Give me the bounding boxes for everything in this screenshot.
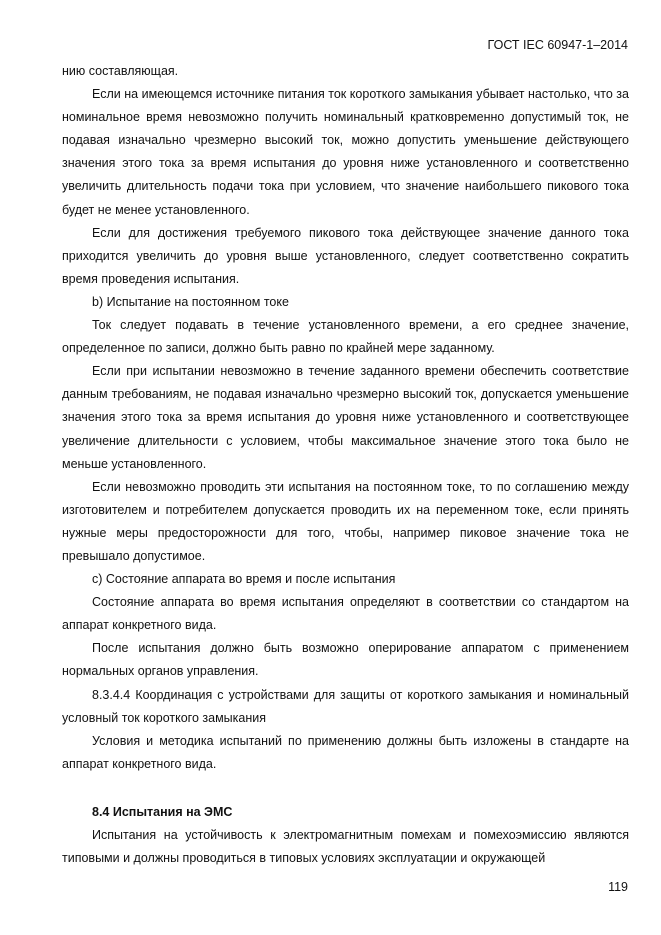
paragraph: После испытания должно быть возможно оперирование аппаратом с применением нормальных органов управления. — [62, 641, 629, 679]
page-number: 119 — [608, 880, 628, 894]
document-header: ГОСТ IEC 60947-1–2014 — [487, 38, 628, 52]
paragraph: Условия и методика испытаний по применению должны быть изложены в стандарте на аппарат конкретного вида. — [62, 733, 629, 771]
section-title: 8.4 Испытания на ЭМС — [92, 804, 233, 819]
paragraph: Ток следует подавать в течение установленного времени, а его среднее значение, определенное по записи, должно быть равно по крайней мере заданному. — [62, 318, 629, 356]
paragraph: Состояние аппарата во время испытания определяют в соответствии со стандартом на аппарат конкретного вида. — [62, 595, 629, 633]
subsection-heading: c) Состояние аппарата во время и после испытания — [92, 572, 396, 587]
paragraph: Если для достижения требуемого пикового тока действующее значение данного тока приходится увеличить до уровня выше установленного, следует соответственно сократить время проведения испытания. — [62, 225, 629, 286]
document-body — [62, 60, 629, 870]
paragraph: Если при испытании невозможно в течение заданного времени обеспечить соответствие данным требованиям, не подавая изначально чрезмерно высокий ток, допускается уменьшение значения этого тока за время испытания до уровня ниже установленного и соответствующее увеличение длительности с условием, чтобы максимальное значение этого тока было не меньше установленного. — [62, 364, 629, 471]
clause-heading: 8.3.4.4 Координация с устройствами для защиты от короткого замыкания и номинальный условный ток короткого замыкания — [62, 687, 629, 725]
paragraph: Испытания на устойчивость к электромагнитным помехам и помехоэмиссию являются типовыми и должны проводиться в типовых условиях эксплуатации и окружающей — [62, 828, 629, 866]
paragraph: Если невозможно проводить эти испытания на постоянном токе, то по соглашению между изготовителем и потребителем допускается проводить их на переменном токе, если принять нужные меры предосторожности для того, чтобы, например пиковое значение тока не превышало допустимое. — [62, 479, 629, 563]
paragraph: нию составляющая. — [62, 64, 179, 78]
paragraph: Если на имеющемся источнике питания ток короткого замыкания убывает настолько, что за номинальное время невозможно получить номинальный кратковременно допустимый ток, не подавая изначально чрезмерно высокий ток, можно допустить уменьшение действующего значения этого тока за время испытания до уровня ниже установленного и соответственно увеличить длительность подачи тока при условием, что значение наибольшего пикового тока будет не менее установленного. — [62, 87, 629, 217]
subsection-heading: b) Испытание на постоянном токе — [92, 294, 289, 309]
